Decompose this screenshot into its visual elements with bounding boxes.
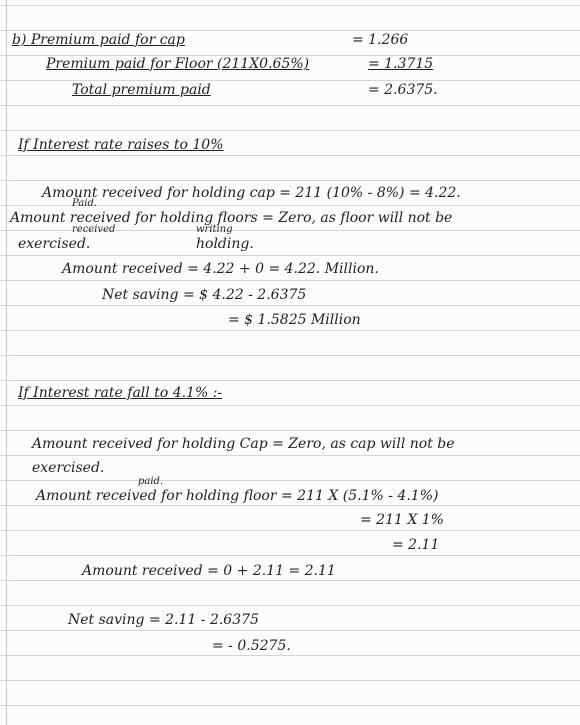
rise-net-line-1: Net saving = $ 4.22 - 2.6375 xyxy=(102,287,307,303)
rise-cap-line: Amount received for holding cap = 211 (10% - 8%) = 4.22. xyxy=(42,185,461,201)
rise-floor-line-2: exercised. xyxy=(18,236,91,252)
rise-holding-word: holding. xyxy=(196,236,254,252)
floor-premium-label: Premium paid for Floor (211X0.65%) xyxy=(46,56,310,72)
total-premium-label: Total premium paid xyxy=(72,82,211,98)
fall-floor-line: Amount received for holding floor = 211 X (5.1% - 4.1%) xyxy=(36,488,439,504)
cap-premium-label: b) Premium paid for cap xyxy=(12,32,185,48)
margin-line xyxy=(6,0,7,725)
fall-floor-step-2: = 211 X 1% xyxy=(360,512,444,528)
fall-cap-line-2: exercised. xyxy=(32,460,105,476)
fall-net-line-2: = - 0.5275. xyxy=(212,638,291,654)
rise-net-line-2: = $ 1.5825 Million xyxy=(228,312,361,328)
rise-paid-correction: Paid. xyxy=(72,198,98,209)
rise-heading: If Interest rate raises to 10% xyxy=(18,137,224,153)
fall-paid-correction: paid. xyxy=(138,476,164,487)
fall-heading: If Interest rate fall to 4.1% :- xyxy=(18,385,223,401)
fall-cap-line-1: Amount received for holding Cap = Zero, as cap will not be xyxy=(32,436,455,452)
rise-received-correction: received xyxy=(72,224,116,235)
total-premium-value: = 2.6375. xyxy=(368,82,438,98)
rise-writing-correction: writing xyxy=(196,224,233,235)
cap-premium-value: = 1.266 xyxy=(352,32,409,48)
fall-amount-line: Amount received = 0 + 2.11 = 2.11 xyxy=(82,563,336,579)
rise-amount-line: Amount received = 4.22 + 0 = 4.22. Million. xyxy=(62,261,379,277)
rise-floor-line-1: Amount received for holding floors = Zero, as floor will not be xyxy=(10,210,453,226)
fall-floor-step-3: = 2.11 xyxy=(392,537,440,553)
floor-premium-value: = 1.3715 xyxy=(368,56,434,72)
fall-net-line-1: Net saving = 2.11 - 2.6375 xyxy=(68,612,259,628)
